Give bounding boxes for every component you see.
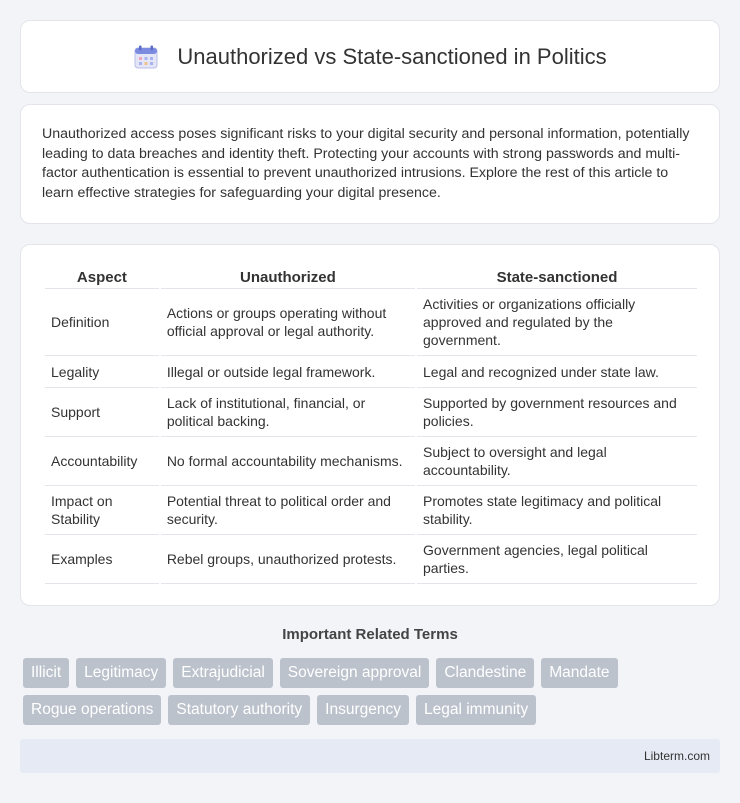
table-cell-state-sanctioned: Subject to oversight and legal accountability. (417, 437, 697, 486)
table-cell-unauthorized: Rebel groups, unauthorized protests. (161, 535, 415, 584)
table-cell-unauthorized: No formal accountability mechanisms. (161, 437, 415, 486)
table-row (45, 388, 697, 437)
tag-illicit[interactable]: Illicit (23, 658, 69, 688)
table-cell-unauthorized: Lack of institutional, financial, or political backing. (161, 388, 415, 437)
table-cell-aspect: Support (45, 388, 159, 437)
table-cell-unauthorized: Actions or groups operating without official approval or legal authority. (161, 289, 415, 356)
table-cell-state-sanctioned: Government agencies, legal political parties. (417, 535, 697, 584)
table-cell-aspect: Examples (45, 535, 159, 584)
calendar-icon (133, 44, 159, 70)
footer-site-link[interactable]: Libterm.com (643, 749, 710, 763)
table-row (45, 289, 697, 356)
table-cell-aspect: Legality (45, 356, 159, 388)
header-unauthorized: Unauthorized (161, 265, 415, 289)
table-cell-aspect: Definition (45, 289, 159, 356)
tag-legitimacy[interactable]: Legitimacy (76, 658, 166, 688)
comparison-table-card (20, 244, 720, 606)
header-aspect: Aspect (45, 265, 159, 289)
tag-row (23, 658, 723, 688)
table-cell-state-sanctioned: Activities or organizations officially approved and regulated by the government. (417, 289, 697, 356)
tag-statutory-authority[interactable]: Statutory authority (168, 695, 310, 725)
footer (20, 739, 720, 773)
tag-extrajudicial[interactable]: Extrajudicial (173, 658, 273, 688)
tag-mandate[interactable]: Mandate (541, 658, 617, 688)
table-row (45, 535, 697, 584)
tag-legal-immunity[interactable]: Legal immunity (416, 695, 536, 725)
title-card (20, 20, 720, 93)
intro-card (20, 104, 720, 224)
page-title: Unauthorized vs State-sanctioned in Politics (177, 43, 607, 69)
intro-text: Unauthorized access poses significant risks to your digital security and personal information, potentially leading to data breaches and identity theft. Protecting your accounts with strong passwords and multi-factor authentication is essential to prevent unauthorized intrusions. Explore the rest of this article to learn effective strategies for safeguarding your digital presence. (42, 126, 690, 201)
tag-insurgency[interactable]: Insurgency (317, 695, 409, 725)
table-cell-unauthorized: Illegal or outside legal framework. (161, 356, 415, 388)
table-header-row (45, 265, 697, 289)
table-row (45, 356, 697, 388)
table-cell-state-sanctioned: Promotes state legitimacy and political stability. (417, 486, 697, 535)
table-cell-unauthorized: Potential threat to political order and security. (161, 486, 415, 535)
header-state-sanctioned: State-sanctioned (417, 265, 697, 289)
related-terms-list (23, 658, 723, 732)
table-cell-aspect: Accountability (45, 437, 159, 486)
table-row (45, 486, 697, 535)
tag-sovereign-approval[interactable]: Sovereign approval (280, 658, 430, 688)
tag-row (23, 695, 723, 725)
tag-clandestine[interactable]: Clandestine (436, 658, 534, 688)
table-row (45, 437, 697, 486)
comparison-table (43, 265, 699, 584)
table-cell-aspect: Impact on Stability (45, 486, 159, 535)
tag-rogue-operations[interactable]: Rogue operations (23, 695, 161, 725)
table-cell-state-sanctioned: Legal and recognized under state law. (417, 356, 697, 388)
table-cell-state-sanctioned: Supported by government resources and policies. (417, 388, 697, 437)
related-terms-title: Important Related Terms (282, 626, 458, 643)
